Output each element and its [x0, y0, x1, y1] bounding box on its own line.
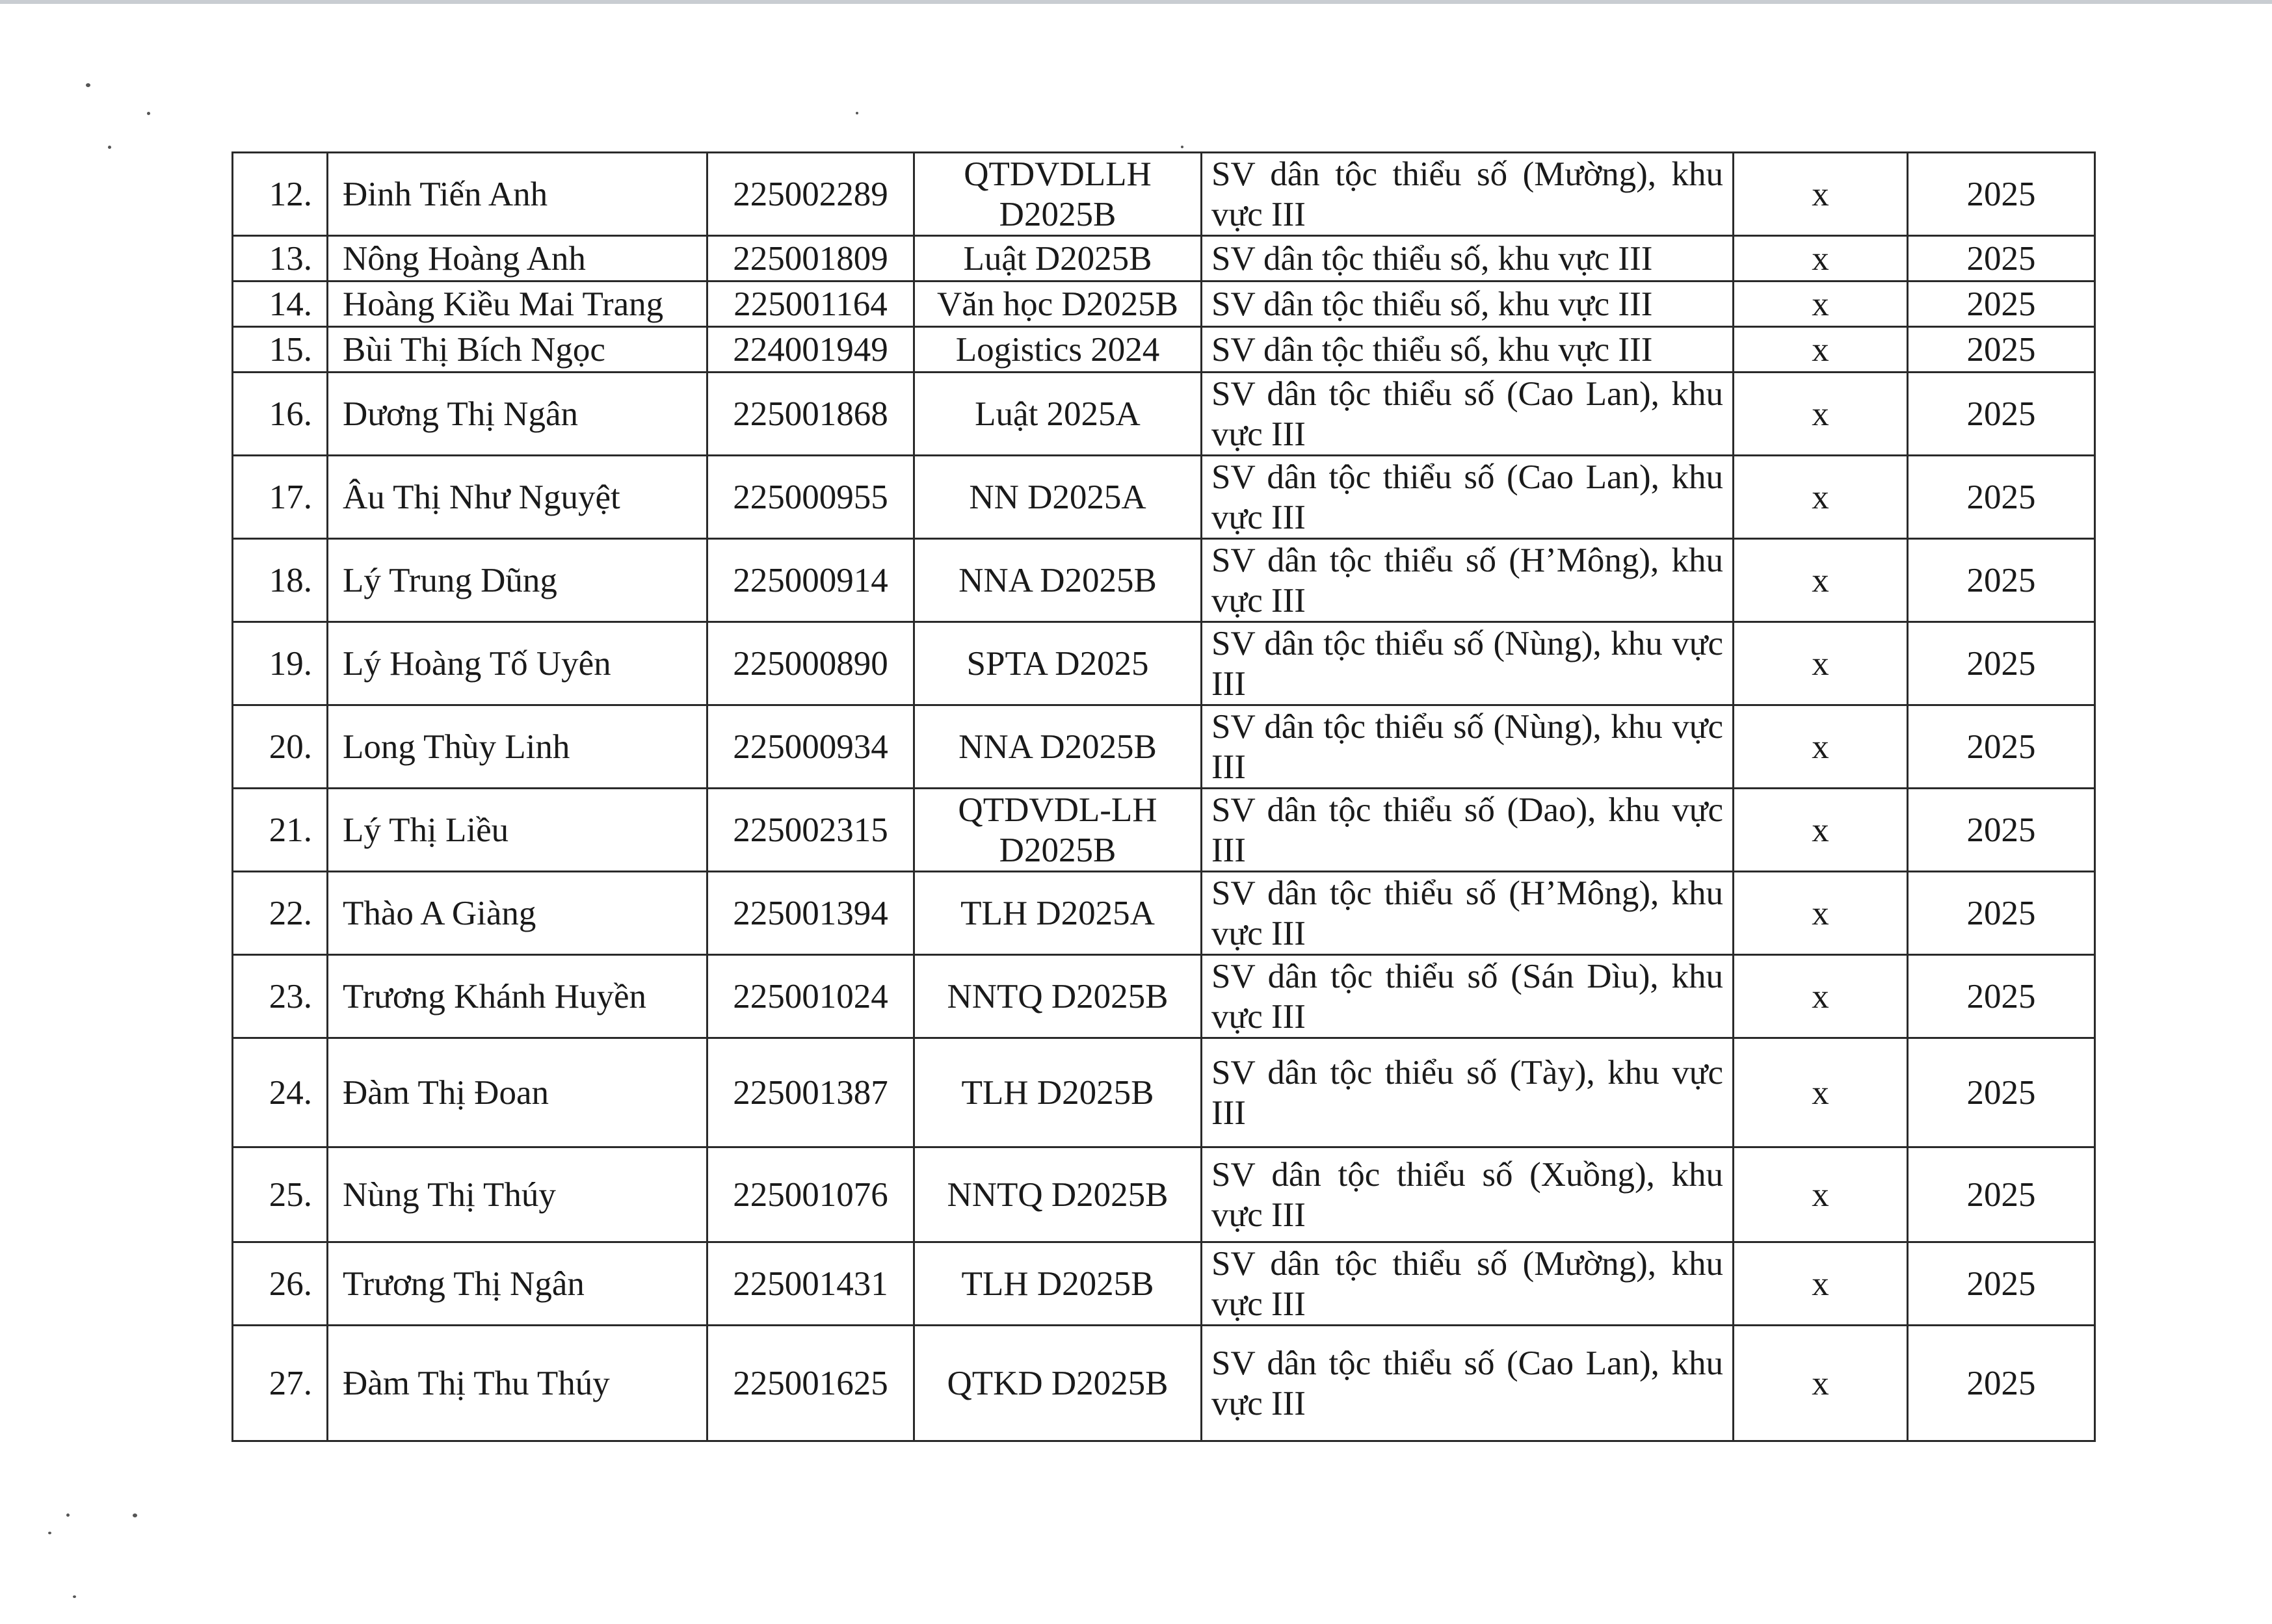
check-mark: x	[1734, 872, 1908, 955]
row-number: 15.	[233, 327, 328, 373]
year: 2025	[1908, 955, 2095, 1038]
student-name: Trương Thị Ngân	[328, 1242, 707, 1326]
student-name: Thào A Giàng	[328, 872, 707, 955]
student-id: 225001076	[707, 1147, 914, 1242]
check-mark: x	[1734, 622, 1908, 705]
student-id: 225001387	[707, 1038, 914, 1147]
table-row	[233, 373, 2095, 456]
class-name: QTKD D2025B	[914, 1326, 1202, 1441]
table-row	[233, 236, 2095, 282]
table-row	[233, 456, 2095, 539]
eligibility-note: SV dân tộc thiểu số (Tày), khu vực III	[1202, 1038, 1734, 1147]
check-mark: x	[1734, 456, 1908, 539]
row-number: 12.	[233, 153, 328, 236]
check-mark: x	[1734, 1038, 1908, 1147]
eligibility-note: SV dân tộc thiểu số, khu vực III	[1202, 327, 1734, 373]
eligibility-note: SV dân tộc thiểu số (Nùng), khu vực III	[1202, 622, 1734, 705]
check-mark: x	[1734, 705, 1908, 789]
row-number: 24.	[233, 1038, 328, 1147]
row-number: 14.	[233, 282, 328, 327]
student-name: Hoàng Kiều Mai Trang	[328, 282, 707, 327]
class-name: Văn học D2025B	[914, 282, 1202, 327]
year: 2025	[1908, 1326, 2095, 1441]
student-id: 225001394	[707, 872, 914, 955]
check-mark: x	[1734, 539, 1908, 622]
row-number: 19.	[233, 622, 328, 705]
student-id: 225000934	[707, 705, 914, 789]
check-mark: x	[1734, 373, 1908, 456]
row-number: 21.	[233, 789, 328, 872]
year: 2025	[1908, 1242, 2095, 1326]
student-name: Lý Thị Liều	[328, 789, 707, 872]
student-id: 225000890	[707, 622, 914, 705]
row-number: 13.	[233, 236, 328, 282]
row-number: 18.	[233, 539, 328, 622]
table-row	[233, 955, 2095, 1038]
student-name: Âu Thị Như Nguyệt	[328, 456, 707, 539]
row-number: 17.	[233, 456, 328, 539]
class-name: Luật D2025B	[914, 236, 1202, 282]
student-name: Trương Khánh Huyền	[328, 955, 707, 1038]
class-name: QTDVDL-LH D2025B	[914, 789, 1202, 872]
year: 2025	[1908, 327, 2095, 373]
check-mark: x	[1734, 1147, 1908, 1242]
row-number: 27.	[233, 1326, 328, 1441]
eligibility-note: SV dân tộc thiểu số (Sán Dìu), khu vực III	[1202, 955, 1734, 1038]
student-name: Long Thùy Linh	[328, 705, 707, 789]
table-row	[233, 1038, 2095, 1147]
student-name: Đàm Thị Đoan	[328, 1038, 707, 1147]
scan-top-edge	[0, 0, 2272, 4]
check-mark: x	[1734, 789, 1908, 872]
year: 2025	[1908, 373, 2095, 456]
student-name: Nông Hoàng Anh	[328, 236, 707, 282]
student-id: 224001949	[707, 327, 914, 373]
table-row	[233, 872, 2095, 955]
scan-speck	[66, 1513, 70, 1517]
scan-speck	[108, 146, 111, 149]
eligibility-note: SV dân tộc thiểu số (Mường), khu vực III	[1202, 1242, 1734, 1326]
eligibility-note: SV dân tộc thiểu số, khu vực III	[1202, 282, 1734, 327]
class-name: NNTQ D2025B	[914, 1147, 1202, 1242]
table-row	[233, 153, 2095, 236]
year: 2025	[1908, 539, 2095, 622]
year: 2025	[1908, 705, 2095, 789]
eligibility-note: SV dân tộc thiểu số (Dao), khu vực III	[1202, 789, 1734, 872]
check-mark: x	[1734, 955, 1908, 1038]
year: 2025	[1908, 236, 2095, 282]
row-number: 23.	[233, 955, 328, 1038]
table-row	[233, 622, 2095, 705]
class-name: TLH D2025B	[914, 1242, 1202, 1326]
student-name: Dương Thị Ngân	[328, 373, 707, 456]
year: 2025	[1908, 789, 2095, 872]
year: 2025	[1908, 153, 2095, 236]
student-table	[231, 151, 2096, 1442]
table-row	[233, 282, 2095, 327]
eligibility-note: SV dân tộc thiểu số (Mường), khu vực III	[1202, 153, 1734, 236]
class-name: TLH D2025B	[914, 1038, 1202, 1147]
student-name: Lý Trung Dũng	[328, 539, 707, 622]
class-name: Luật 2025A	[914, 373, 1202, 456]
table-row	[233, 705, 2095, 789]
scan-speck	[147, 112, 150, 115]
year: 2025	[1908, 456, 2095, 539]
row-number: 20.	[233, 705, 328, 789]
class-name: TLH D2025A	[914, 872, 1202, 955]
table-row	[233, 1242, 2095, 1326]
student-id: 225002315	[707, 789, 914, 872]
class-name: NNA D2025B	[914, 539, 1202, 622]
scan-speck	[133, 1513, 137, 1517]
table-row	[233, 1326, 2095, 1441]
check-mark: x	[1734, 327, 1908, 373]
table-row	[233, 539, 2095, 622]
check-mark: x	[1734, 153, 1908, 236]
row-number: 26.	[233, 1242, 328, 1326]
scan-speck	[856, 112, 858, 114]
year: 2025	[1908, 622, 2095, 705]
class-name: QTDVDLLH D2025B	[914, 153, 1202, 236]
eligibility-note: SV dân tộc thiểu số (Cao Lan), khu vực III	[1202, 373, 1734, 456]
student-name: Đinh Tiến Anh	[328, 153, 707, 236]
eligibility-note: SV dân tộc thiểu số (H’Mông), khu vực III	[1202, 872, 1734, 955]
student-id: 225001164	[707, 282, 914, 327]
table-row	[233, 1147, 2095, 1242]
student-id: 225001809	[707, 236, 914, 282]
check-mark: x	[1734, 282, 1908, 327]
eligibility-note: SV dân tộc thiểu số (Xuồng), khu vực III	[1202, 1147, 1734, 1242]
student-id: 225001625	[707, 1326, 914, 1441]
year: 2025	[1908, 282, 2095, 327]
class-name: Logistics 2024	[914, 327, 1202, 373]
student-name: Nùng Thị Thúy	[328, 1147, 707, 1242]
student-id: 225001024	[707, 955, 914, 1038]
student-name: Đàm Thị Thu Thúy	[328, 1326, 707, 1441]
table-row	[233, 789, 2095, 872]
student-id: 225001868	[707, 373, 914, 456]
year: 2025	[1908, 872, 2095, 955]
scan-speck	[1181, 146, 1183, 148]
check-mark: x	[1734, 236, 1908, 282]
check-mark: x	[1734, 1242, 1908, 1326]
student-name: Lý Hoàng Tố Uyên	[328, 622, 707, 705]
scan-speck	[48, 1532, 51, 1534]
eligibility-note: SV dân tộc thiểu số (H’Mông), khu vực III	[1202, 539, 1734, 622]
scan-speck	[86, 83, 90, 87]
student-id: 225002289	[707, 153, 914, 236]
class-name: NN D2025A	[914, 456, 1202, 539]
class-name: NNTQ D2025B	[914, 955, 1202, 1038]
eligibility-note: SV dân tộc thiểu số, khu vực III	[1202, 236, 1734, 282]
check-mark: x	[1734, 1326, 1908, 1441]
student-id: 225001431	[707, 1242, 914, 1326]
row-number: 22.	[233, 872, 328, 955]
eligibility-note: SV dân tộc thiểu số (Cao Lan), khu vực III	[1202, 456, 1734, 539]
student-id: 225000914	[707, 539, 914, 622]
class-name: SPTA D2025	[914, 622, 1202, 705]
class-name: NNA D2025B	[914, 705, 1202, 789]
scan-speck	[73, 1595, 76, 1598]
eligibility-note: SV dân tộc thiểu số (Cao Lan), khu vực III	[1202, 1326, 1734, 1441]
row-number: 16.	[233, 373, 328, 456]
year: 2025	[1908, 1147, 2095, 1242]
table-body	[233, 153, 2095, 1441]
year: 2025	[1908, 1038, 2095, 1147]
student-id: 225000955	[707, 456, 914, 539]
table-row	[233, 327, 2095, 373]
student-name: Bùi Thị Bích Ngọc	[328, 327, 707, 373]
row-number: 25.	[233, 1147, 328, 1242]
eligibility-note: SV dân tộc thiểu số (Nùng), khu vực III	[1202, 705, 1734, 789]
